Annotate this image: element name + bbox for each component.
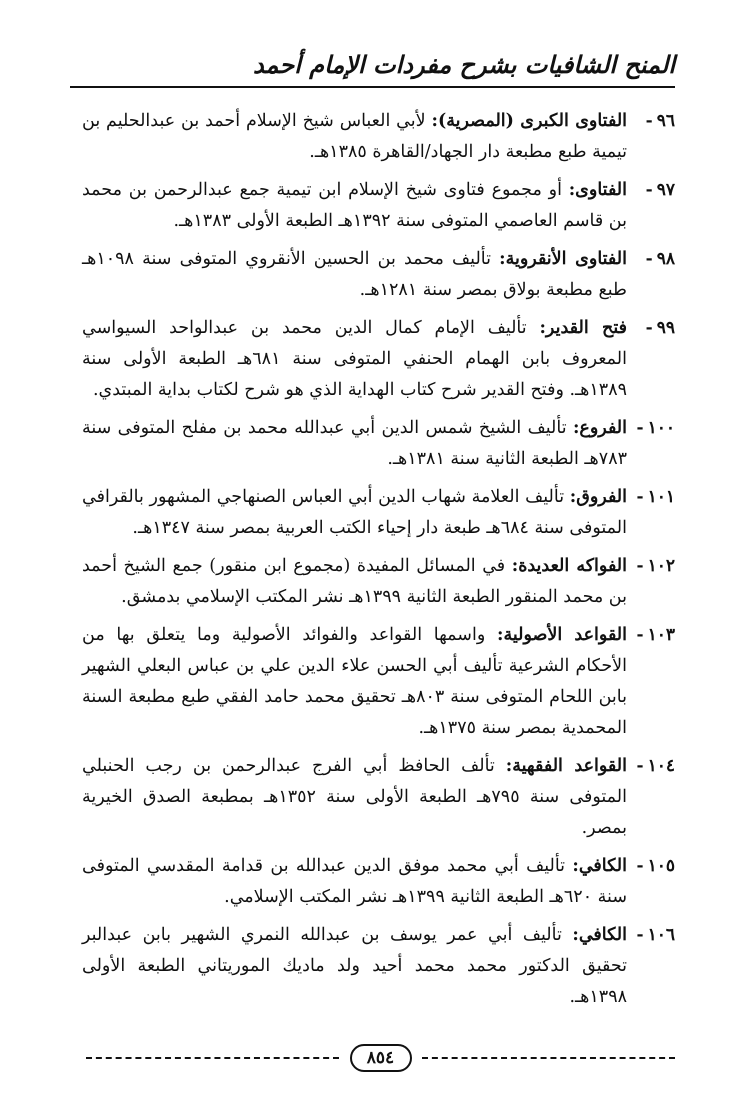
bibliography-entry xyxy=(82,482,675,544)
entry-number-value: ٩٨ xyxy=(656,249,675,269)
entry-number-dash: - xyxy=(645,318,653,338)
entry-body xyxy=(82,551,627,613)
bibliography-entry xyxy=(82,551,675,613)
entry-body xyxy=(82,413,627,475)
entry-number xyxy=(627,175,675,206)
bibliography-entry xyxy=(82,413,675,475)
entry-number xyxy=(627,313,675,344)
entry-body xyxy=(82,175,627,237)
entry-number-value: ٩٦ xyxy=(656,111,675,131)
entry-number xyxy=(627,751,675,782)
entry-body xyxy=(82,482,627,544)
entry-number-dash: - xyxy=(645,249,653,269)
entry-number xyxy=(627,551,675,582)
bibliography-entry xyxy=(82,106,675,168)
bibliography-entry xyxy=(82,620,675,744)
entry-number-dash: - xyxy=(645,180,653,200)
bibliography-entry xyxy=(82,751,675,844)
entry-number-dash: - xyxy=(645,111,653,131)
bibliography-entry xyxy=(82,851,675,913)
entry-term: الكافي: xyxy=(572,925,627,945)
entry-number xyxy=(627,482,675,513)
entry-term: الفتاوى: xyxy=(568,180,627,200)
entry-number-value: ١٠٣ xyxy=(647,625,675,645)
bibliography-entry xyxy=(82,175,675,237)
entry-term: الفتاوى الكبرى (المصرية): xyxy=(431,111,628,131)
entry-body xyxy=(82,851,627,913)
entry-number xyxy=(627,620,675,651)
entry-number-value: ١٠٢ xyxy=(647,556,675,576)
entry-text: في المسائل المفيدة (مجموع ابن منقور) جمع الشيخ أحمد بن محمد المنقور الطبعة الثانية ١٣٩٩هـ نشر المكتب الإسلامي بدمشق. xyxy=(82,556,627,607)
footer-dashed-rule-left xyxy=(86,1057,339,1059)
entry-term: الفتاوى الأنقروية: xyxy=(499,249,627,269)
entry-number-value: ٩٩ xyxy=(656,318,675,338)
entry-text: تأليف الشيخ شمس الدين أبي عبدالله محمد بن مفلح المتوفى سنة ٧٨٣هـ الطبعة الثانية سنة ١٣٨١هـ. xyxy=(82,418,627,469)
entry-number-dash: - xyxy=(636,556,644,576)
entry-text: تأليف محمد بن الحسين الأنقروي المتوفى سنة ١٠٩٨هـ طبع مطبعة بولاق بمصر سنة ١٢٨١هـ. xyxy=(82,249,627,300)
bibliography-entry xyxy=(82,244,675,306)
entry-body xyxy=(82,920,627,1013)
entry-text: تأليف أبي محمد موفق الدين عبدالله بن قدامة المقدسي المتوفى سنة ٦٢٠هـ الطبعة الثانية ١٣٩٩هـ نشر المكتب الإسلامي. xyxy=(82,856,627,907)
bibliography-list xyxy=(82,106,675,1020)
entry-number-value: ١٠٤ xyxy=(647,756,675,776)
entry-text: تأليف أبي عمر يوسف بن عبدالله النمري الشهير بابن عبدالبر تحقيق الدكتور محمد محمد أحيد ولد ماديك الموريتاني الطبعة الأولى ١٣٩٨هـ. xyxy=(82,925,627,1007)
bibliography-entry xyxy=(82,313,675,406)
entry-number-value: ١٠٥ xyxy=(647,856,675,876)
entry-body xyxy=(82,244,627,306)
bibliography-entry xyxy=(82,920,675,1013)
entry-number-dash: - xyxy=(636,856,644,876)
entry-term: القواعد الأصولية: xyxy=(496,625,627,645)
page-footer xyxy=(86,1044,675,1072)
entry-term: الفواكه العديدة: xyxy=(511,556,627,576)
entry-term: الفروق: xyxy=(569,487,627,507)
entry-number xyxy=(627,851,675,882)
entry-text: تألف الحافظ أبي الفرج عبدالرحمن بن رجب الحنبلي المتوفى سنة ٧٩٥هـ الطبعة الأولى سنة ١٣٥٢هـ بمطبعة الصدق الخيرية بمصر. xyxy=(82,756,627,838)
entry-number-value: ١٠١ xyxy=(647,487,675,507)
entry-number-dash: - xyxy=(636,756,644,776)
running-header xyxy=(70,46,675,88)
entry-body xyxy=(82,106,627,168)
entry-number-dash: - xyxy=(636,625,644,645)
entry-body xyxy=(82,313,627,406)
entry-number-dash: - xyxy=(636,487,644,507)
entry-number-dash: - xyxy=(636,418,644,438)
entry-number-value: ٩٧ xyxy=(656,180,675,200)
entry-text: لأبي العباس شيخ الإسلام أحمد بن عبدالحليم بن تيمية طبع مطبعة دار الجهاد/القاهرة ١٣٨٥هـ. xyxy=(82,111,627,162)
entry-number-value: ١٠٦ xyxy=(647,925,675,945)
page-number: ٨٥٤ xyxy=(350,1044,412,1072)
entry-body xyxy=(82,620,627,744)
entry-term: القواعد الفقهية: xyxy=(505,756,627,776)
entry-text: أو مجموع فتاوى شيخ الإسلام ابن تيمية جمع عبدالرحمن بن محمد بن قاسم العاصمي المتوفى سنة ١٣٩٢هـ الطبعة الأولى ١٣٨٣هـ. xyxy=(82,180,627,231)
entry-term: الفروع: xyxy=(572,418,627,438)
entry-text: واسمها القواعد والفوائد الأصولية وما يتعلق بها من الأحكام الشرعية تأليف أبي الحسن علاء الدين علي بن عباس البعلي الشهير بابن اللحام المتوفى سنة ٨٠٣هـ تحقيق محمد حامد الفقي طبع مطبعة السنة المحمدية بمصر سنة ١٣٧٥هـ. xyxy=(82,625,627,738)
entry-number xyxy=(627,413,675,444)
header-title: المنح الشافيات بشرح مفردات الإمام أحمد xyxy=(252,50,675,79)
entry-number-value: ١٠٠ xyxy=(647,418,675,438)
entry-number-dash: - xyxy=(636,925,644,945)
entry-number xyxy=(627,920,675,951)
entry-term: فتح القدير: xyxy=(539,318,627,338)
entry-term: الكافي: xyxy=(572,856,627,876)
entry-number xyxy=(627,244,675,275)
entry-body xyxy=(82,751,627,844)
entry-text: تأليف العلامة شهاب الدين أبي العباس الصنهاجي المشهور بالقرافي المتوفى سنة ٦٨٤هـ طبعة دار إحياء الكتب العربية بمصر سنة ١٣٤٧هـ. xyxy=(82,487,627,538)
footer-dashed-rule-right xyxy=(422,1057,675,1059)
entry-text: تأليف الإمام كمال الدين محمد بن عبدالواحد السيواسي المعروف بابن الهمام الحنفي المتوفى سنة ٦٨١هـ الطبعة الأولى سنة ١٣٨٩هـ. وفتح القدير شرح كتاب الهداية الذي هو شرح لكتاب بداية المبتدي. xyxy=(82,318,627,400)
entry-number xyxy=(627,106,675,137)
